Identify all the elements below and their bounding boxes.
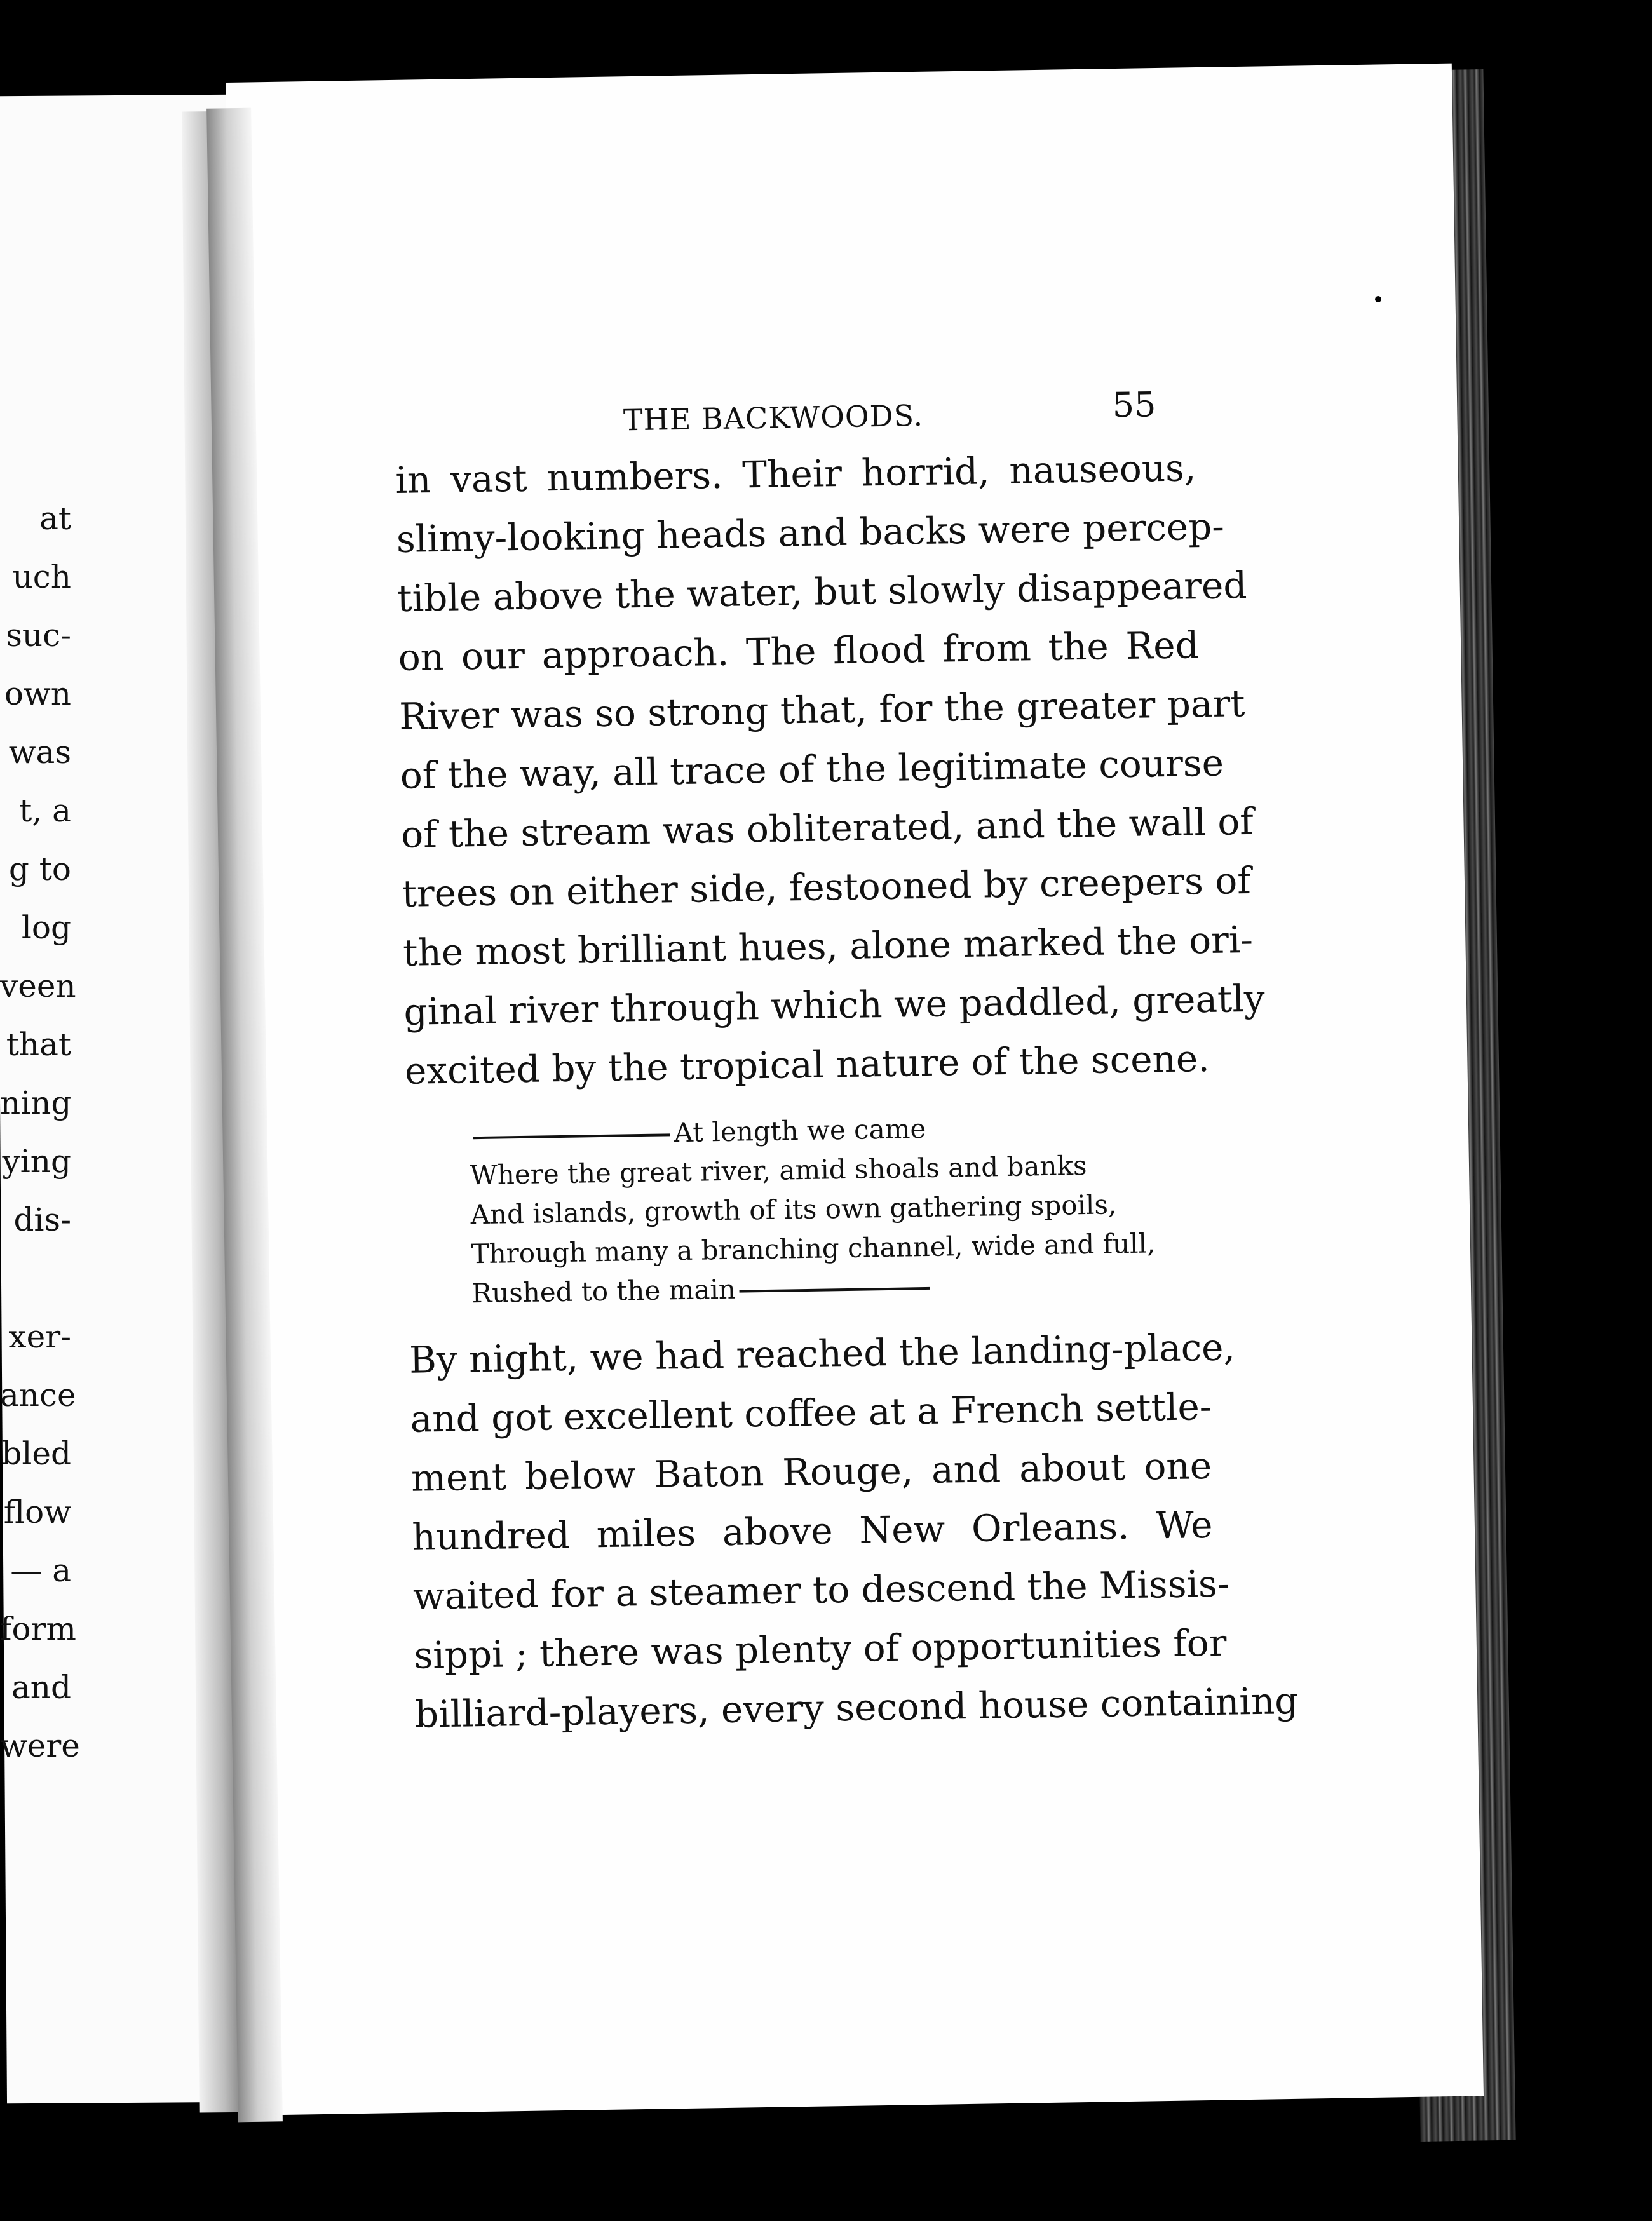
text-line: billiard-players, every second house containing	[414, 1678, 1299, 1736]
text-line: form	[0, 1610, 76, 1647]
verse-quote	[469, 1105, 1209, 1313]
text-line: ning	[0, 1084, 72, 1121]
em-dash-rule	[473, 1133, 670, 1139]
text-line: xer-	[8, 1318, 71, 1355]
left-page-text	[0, 489, 80, 1775]
text-line: were	[0, 1727, 80, 1764]
text-line: t, a	[19, 792, 71, 829]
paragraph-2	[409, 1318, 1299, 1745]
text-line: at	[39, 500, 71, 537]
page-header	[394, 368, 1196, 451]
ink-speck	[1375, 296, 1381, 302]
text-line: — a	[10, 1552, 71, 1589]
running-head: THE BACKWOODS.	[623, 398, 924, 438]
text-line: ment below Baton Rouge, and about one	[410, 1444, 1212, 1500]
text-line: By night, we had reached the landing-place,	[409, 1325, 1236, 1382]
quote-line: And islands, growth of its own gathering spoils,	[470, 1189, 1117, 1231]
quote-line: Where the great river, amid shoals and banks	[470, 1150, 1087, 1191]
text-line: and got excellent coffee at a French settle-	[410, 1384, 1212, 1441]
text-line: tible above the water, but slowly disappeared	[396, 563, 1247, 620]
text-line: and	[11, 1669, 71, 1706]
text-line: g to	[8, 851, 71, 888]
text-line	[0, 1249, 71, 1307]
text-line: dis-	[13, 1201, 71, 1238]
text-line: ance	[0, 1377, 76, 1414]
text-line: trees on either side, festooned by creepers of	[402, 858, 1252, 915]
text-line: hundred miles above New Orleans. We	[412, 1502, 1213, 1559]
text-line: uch	[12, 558, 71, 595]
page-number: 55	[1112, 384, 1156, 426]
text-line: excited by the tropical nature of the scene.	[404, 1036, 1210, 1093]
text-line: veen	[0, 968, 76, 1004]
text-line: the most brilliant hues, alone marked the ori-	[402, 917, 1254, 975]
text-line: River was so strong that, for the greater part	[398, 682, 1246, 738]
em-dash-rule	[740, 1287, 930, 1293]
text-line: waited for a steamer to descend the Missis-	[412, 1562, 1230, 1618]
text-line: log	[21, 909, 71, 946]
quote-line: Through many a branching channel, wide and full,	[471, 1227, 1156, 1270]
text-line: bled	[1, 1435, 71, 1472]
page-text-block	[394, 368, 1299, 1745]
text-line: sippi ; there was plenty of opportunities for	[413, 1621, 1227, 1677]
text-line: slimy-looking heads and backs were percep-	[396, 504, 1225, 561]
text-line: was	[8, 734, 71, 771]
text-line: flow	[3, 1494, 71, 1530]
text-line: own	[4, 675, 71, 712]
text-line: of the stream was obliterated, and the wall of	[400, 799, 1254, 856]
quote-text: At length we came	[674, 1112, 926, 1149]
text-line: ginal river through which we paddled, greatly	[403, 976, 1266, 1034]
text-line: ying	[2, 1143, 71, 1180]
paragraph-1	[395, 438, 1266, 1101]
text-line: suc-	[6, 617, 71, 654]
text-line: in vast numbers. Their horrid, nauseous,	[395, 446, 1196, 502]
text-line: that	[6, 1026, 71, 1063]
text-line: on our approach. The flood from the Red	[398, 623, 1200, 679]
quote-text: Rushed to the main	[471, 1273, 736, 1309]
text-line: of the way, all trace of the legitimate course	[400, 741, 1224, 797]
